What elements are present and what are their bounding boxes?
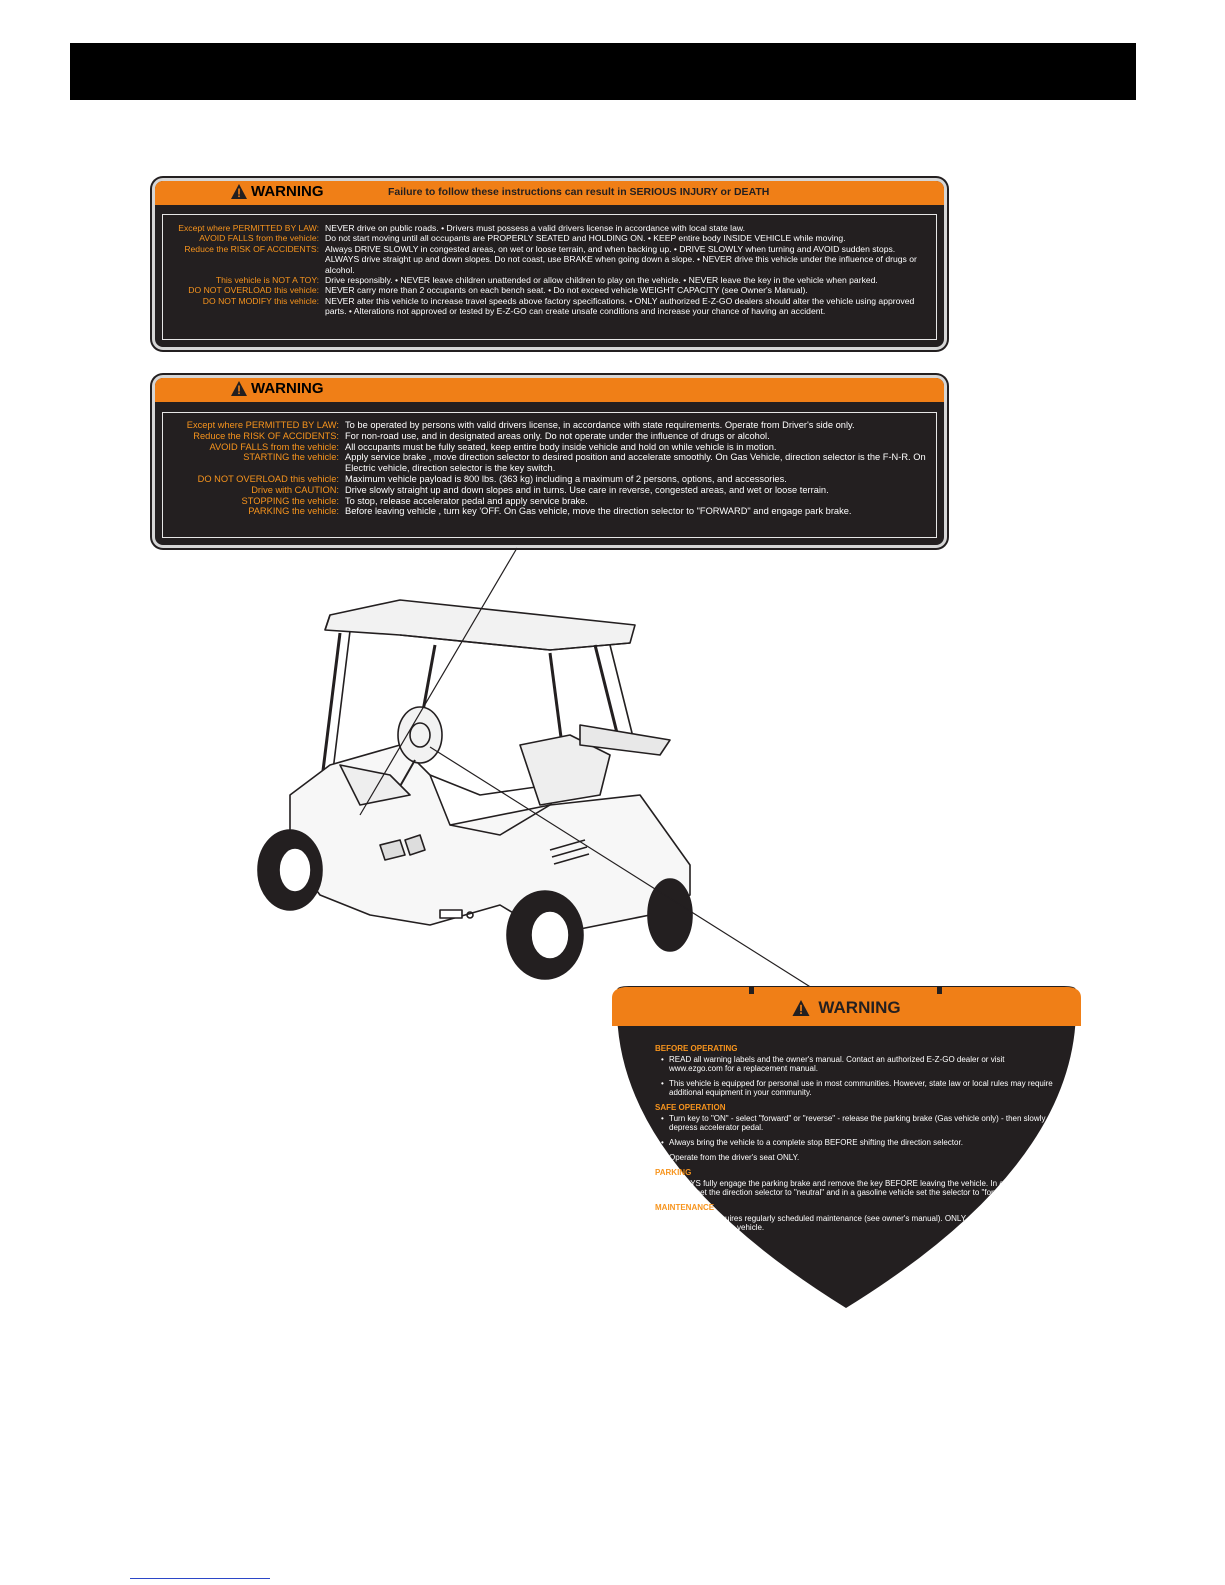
warning-word: WARNING [251, 380, 324, 397]
row-text: To be operated by persons with valid drivers license, in accordance with state requirements. Operate from Driver's side only. [345, 420, 855, 430]
row-text: Always DRIVE SLOWLY in congested areas, on wet or loose terrain, and when backing up. • DRIVE SLOWLY when turning and AVOID sudden stops. ALWAYS drive straight up and down slopes. Do not coast, use BRAKE when going down a slope. • NEVER drive this vehicle under the influence of drugs or alcohol. [325, 243, 917, 275]
row-label: AVOID FALLS from the vehicle: [209, 441, 339, 452]
row-label: DO NOT OVERLOAD this vehicle: [197, 473, 339, 484]
section-title: PARKING [655, 1168, 692, 1177]
warning-label-steering [609, 986, 1084, 1312]
label-row [169, 442, 930, 453]
row-text: NEVER carry more than 2 occupants on each bench seat. • Do not exceed vehicle WEIGHT CAPACITY (see Owner's Manual). [325, 285, 808, 296]
warning-word: WARNING [251, 183, 324, 200]
label-row [169, 285, 930, 295]
row-label: DO NOT MODIFY this vehicle: [202, 295, 319, 306]
row-text: To stop, release accelerator pedal and apply service brake. [345, 495, 588, 506]
row-text: NEVER alter this vehicle to increase travel speeds above factory specifications. • ONLY authorized E-Z-GO dealers should alter the vehicle using approved parts. • Alterations not approved or tested by E-Z-GO can create unsafe conditions and increase your chance of having an accident. [325, 295, 915, 317]
row-label: STARTING the vehicle: [243, 452, 339, 463]
label-row [169, 506, 930, 517]
warning-word: WARNING [818, 998, 901, 1017]
row-label: Reduce the RISK OF ACCIDENTS: [184, 243, 319, 254]
bullet-text: READ all warning labels and the owner's manual. Contact an authorized E-Z-GO dealer or visit www.ezgo.com for a replacement manual. [669, 1055, 1005, 1073]
label3-body [655, 1042, 1055, 1238]
row-label: PARKING the vehicle: [248, 506, 339, 517]
footer-link-underline [130, 1578, 270, 1579]
row-text: NEVER drive on public roads. • Drivers must possess a valid drivers license in accordance with local state law. [325, 223, 745, 233]
label-header [155, 378, 944, 404]
section-title: SAFE OPERATION [655, 1103, 726, 1112]
warning-label-dash [152, 178, 947, 350]
list-item: • This vehicle requires regularly scheduled maintenance (see owner's manual). ONLY qualified personnel should service this vehicle. [661, 1214, 1055, 1232]
label-row [169, 431, 930, 442]
row-text: Before leaving vehicle , turn key 'OFF. On Gas vehicle, move the direction selector to "FORWARD" and engage park brake. [345, 506, 852, 517]
label-body [162, 412, 937, 538]
row-text: Apply service brake , move direction selector to desired position and accelerate smoothly. On Gas Vehicle, direction selector is the F-N-R. On Electric vehicle, direction selector is the key switch. [345, 452, 926, 474]
label-row [169, 452, 930, 474]
warning-heading [231, 380, 324, 397]
bullet-text: ALWAYS fully engage the parking brake and remove the key BEFORE leaving the vehicle. In an electric vehicle set the direction selector to "neutral" and in a gasoline vehicle set the selector to "forward." [669, 1179, 1036, 1197]
row-label: DO NOT OVERLOAD this vehicle: [188, 285, 319, 296]
label-body [162, 214, 937, 340]
warning-triangle-icon [792, 1000, 810, 1016]
warning-heading [609, 998, 1084, 1018]
list-item: • This vehicle is equipped for personal use in most communities. However, state law or local rules may require additional equipment in your community. [661, 1079, 1055, 1097]
label-row [169, 275, 930, 285]
warning-heading [231, 183, 324, 200]
label-row [169, 420, 930, 431]
row-text: For non-road use, and in designated areas only. Do not operate under the influence of drugs or alcohol. [345, 430, 770, 441]
bullet-text: This vehicle requires regularly scheduled maintenance (see owner's manual). ONLY qualified personnel should service this vehicle. [669, 1214, 1036, 1232]
label-row [169, 496, 930, 507]
label-row [169, 296, 930, 317]
row-text: All occupants must be fully seated, keep entire body inside vehicle and hold on while vehicle is in motion. [345, 441, 777, 452]
row-label: Reduce the RISK OF ACCIDENTS: [193, 430, 339, 441]
row-label: AVOID FALLS from the vehicle: [199, 233, 319, 244]
label-header [155, 181, 944, 207]
row-label: This vehicle is NOT A TOY: [215, 275, 319, 286]
list-item: • ALWAYS fully engage the parking brake and remove the key BEFORE leaving the vehicle. In an electric vehicle set the direction selector to "neutral" and in a gasoline vehicle set the selector to "forward." [661, 1179, 1055, 1197]
header-message: Failure to follow these instructions can result in SERIOUS INJURY or DEATH [388, 186, 770, 198]
list-item: • Turn key to "ON" - select "forward" or "reverse" - release the parking brake (Gas vehicle only) - then slowly depress accelerator pedal. [661, 1114, 1055, 1132]
row-label: Except where PERMITTED BY LAW: [186, 420, 339, 430]
bullet-text: This vehicle is equipped for personal use in most communities. However, state law or local rules may require additional equipment in your community. [669, 1079, 1053, 1097]
row-label: Except where PERMITTED BY LAW: [178, 223, 319, 233]
bullet-text: Turn key to "ON" - select "forward" or "reverse" - release the parking brake (Gas vehicle only) - then slowly depress accelerator pedal. [669, 1114, 1046, 1132]
row-label: Drive with CAUTION: [251, 484, 339, 495]
label-row [169, 223, 930, 233]
row-text: Drive slowly straight up and down slopes and in turns. Use care in reverse, congested areas, and wet or loose terrain. [345, 484, 829, 495]
list-item: • READ all warning labels and the owner's manual. Contact an authorized E-Z-GO dealer or visit www.ezgo.com for a replacement manual. [661, 1055, 1055, 1073]
row-text: Drive responsibly. • NEVER leave children unattended or allow children to play on the vehicle. • NEVER leave the key in the vehicle when parked. [325, 275, 878, 286]
warning-triangle-icon [231, 381, 247, 396]
section-title: MAINTENANCE [655, 1203, 715, 1212]
warning-triangle-icon [231, 184, 247, 199]
warning-label-seat [152, 375, 947, 548]
row-text: Do not start moving until all occupants are PROPERLY SEATED and HOLDING ON. • KEEP entire body INSIDE VEHICLE while moving. [325, 233, 846, 244]
label-row [169, 485, 930, 496]
golf-cart-illustration [250, 595, 710, 995]
label-row [169, 474, 930, 485]
label-row [169, 233, 930, 243]
section-title: BEFORE OPERATING [655, 1044, 738, 1053]
bullet-text: Operate from the driver's seat ONLY. [669, 1153, 800, 1162]
label-row [169, 244, 930, 275]
page-header-bar [70, 43, 1136, 100]
list-item: • Always bring the vehicle to a complete stop BEFORE shifting the direction selector. [661, 1138, 963, 1147]
row-text: Maximum vehicle payload is 800 lbs. (363 kg) including a maximum of 2 persons, options, and accessories. [345, 473, 787, 484]
bullet-text: Always bring the vehicle to a complete stop BEFORE shifting the direction selector. [669, 1138, 963, 1147]
list-item: • Operate from the driver's seat ONLY. [661, 1153, 800, 1162]
row-label: STOPPING the vehicle: [241, 495, 339, 506]
